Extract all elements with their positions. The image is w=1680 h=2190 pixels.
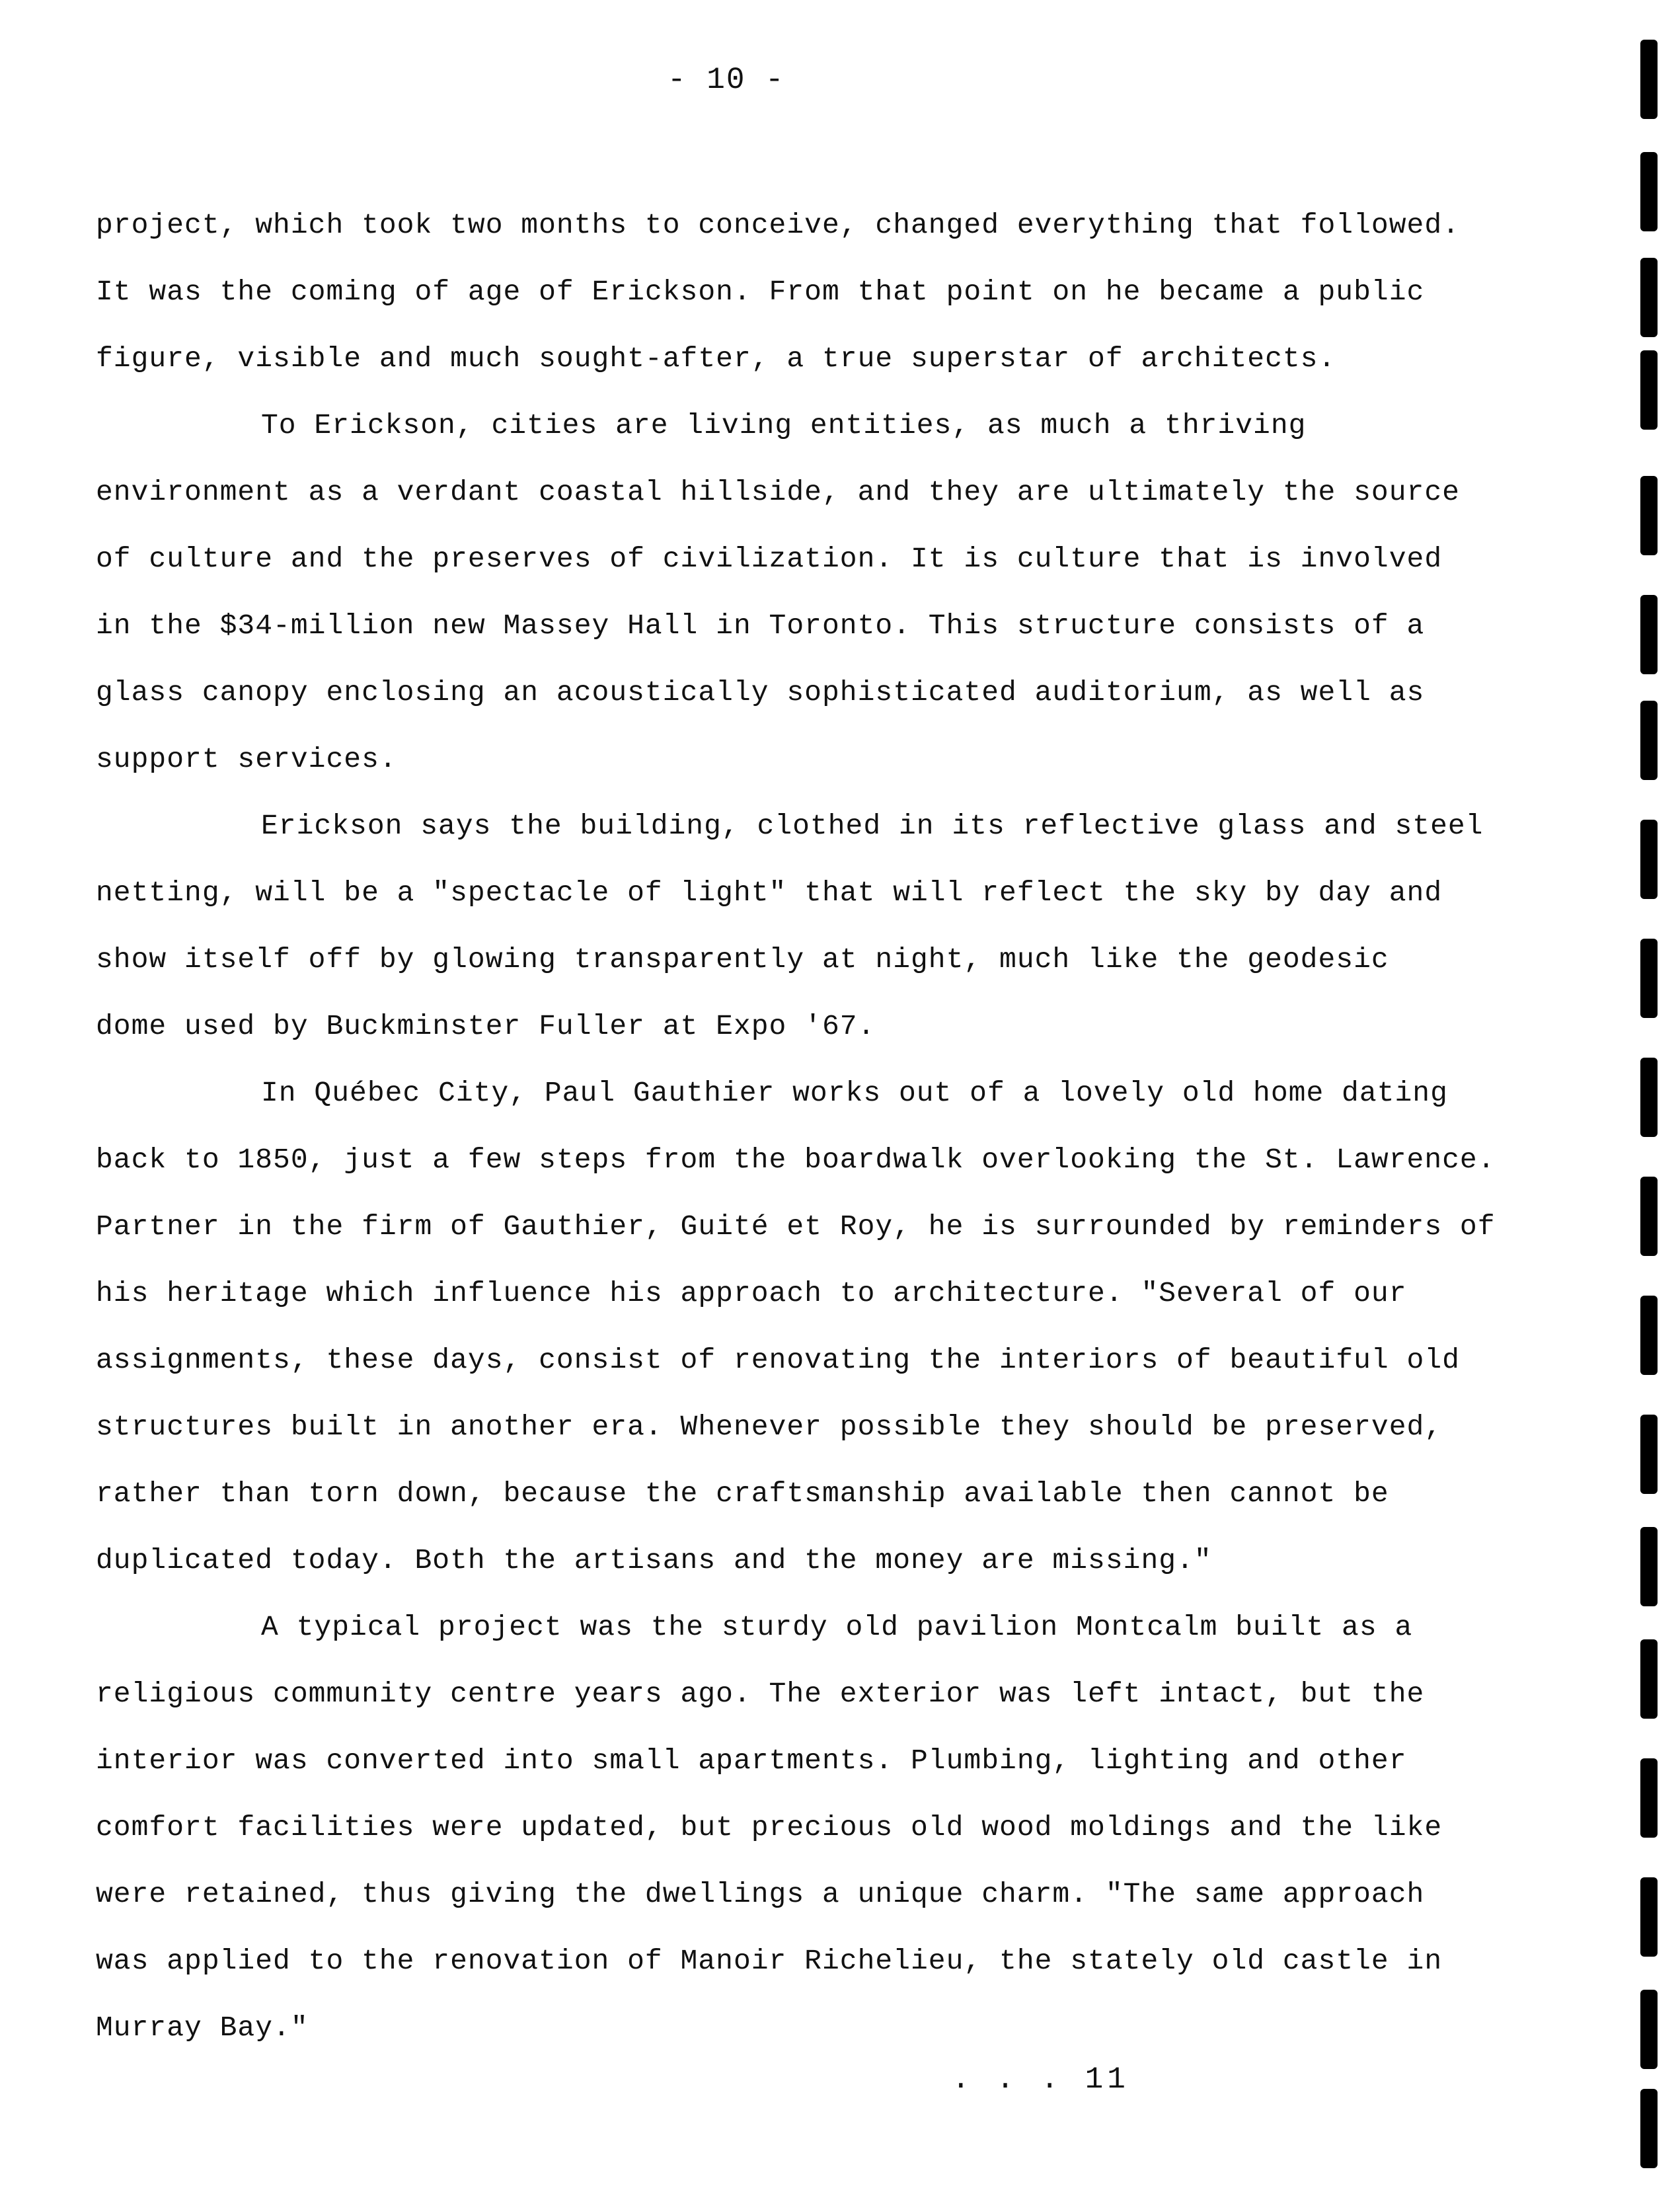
binder-mark (1640, 40, 1658, 119)
binder-mark (1640, 820, 1658, 899)
text-line: rather than torn down, because the craftsmanship available then cannot be (96, 1477, 1389, 1510)
binder-mark (1640, 1296, 1658, 1375)
text-line: environment as a verdant coastal hillside, and they are ultimately the source (96, 476, 1460, 508)
binder-mark (1640, 1177, 1658, 1256)
binder-mark (1640, 1639, 1658, 1719)
binder-mark (1640, 595, 1658, 674)
text-line: Erickson says the building, clothed in its reflective glass and steel (261, 810, 1484, 842)
text-line: glass canopy enclosing an acoustically sophisticated auditorium, as well as (96, 676, 1425, 709)
text-line: structures built in another era. Whenever possible they should be preserved, (96, 1411, 1443, 1443)
binder-mark (1640, 1758, 1658, 1838)
text-line: show itself off by glowing transparently at night, much like the geodesic (96, 943, 1389, 976)
text-line: support services. (96, 743, 397, 775)
text-line: interior was converted into small apartments. Plumbing, lighting and other (96, 1744, 1407, 1777)
text-line: duplicated today. Both the artisans and the money are missing." (96, 1544, 1212, 1577)
binder-mark (1640, 939, 1658, 1018)
text-line: back to 1850, just a few steps from the boardwalk overlooking the St. Lawrence. (96, 1144, 1496, 1176)
binder-mark (1640, 152, 1658, 231)
text-line: netting, will be a "spectacle of light" that will reflect the sky by day and (96, 877, 1443, 909)
text-line: To Erickson, cities are living entities, as much a thriving (261, 409, 1307, 442)
binder-mark (1640, 1415, 1658, 1494)
binder-mark (1640, 350, 1658, 430)
continuation-marker: . . . 11 (952, 2062, 1129, 2097)
text-line: were retained, thus giving the dwellings a unique charm. "The same approach (96, 1878, 1425, 1910)
binder-mark (1640, 1527, 1658, 1606)
text-line: of culture and the preserves of civilization. It is culture that is involved (96, 543, 1443, 575)
binder-mark (1640, 258, 1658, 337)
text-line: A typical project was the sturdy old pavilion Montcalm built as a (261, 1611, 1413, 1643)
body-text (96, 192, 1496, 2061)
text-line: assignments, these days, consist of renovating the interiors of beautiful old (96, 1344, 1460, 1376)
text-line: Partner in the firm of Gauthier, Guité et Roy, he is surrounded by reminders of (96, 1210, 1496, 1243)
text-line: It was the coming of age of Erickson. From that point on he became a public (96, 276, 1425, 308)
text-line: Murray Bay." (96, 2012, 309, 2044)
text-line: dome used by Buckminster Fuller at Expo '67. (96, 1010, 876, 1042)
binder-mark (1640, 2089, 1658, 2168)
text-line: religious community centre years ago. The exterior was left intact, but the (96, 1678, 1425, 1710)
binder-mark (1640, 1058, 1658, 1137)
text-line: In Québec City, Paul Gauthier works out of a lovely old home dating (261, 1077, 1448, 1109)
binder-mark (1640, 1990, 1658, 2069)
binder-mark (1640, 476, 1658, 555)
text-line: in the $34-million new Massey Hall in Toronto. This structure consists of a (96, 609, 1425, 642)
text-line: his heritage which influence his approach to architecture. "Several of our (96, 1277, 1407, 1310)
text-line: figure, visible and much sought-after, a true superstar of architects. (96, 342, 1336, 375)
text-line: project, which took two months to conceive, changed everything that followed. (96, 209, 1460, 241)
binder-mark (1640, 1877, 1658, 1957)
text-line: comfort facilities were updated, but precious old wood moldings and the like (96, 1811, 1443, 1844)
binder-mark (1640, 701, 1658, 780)
text-line: was applied to the renovation of Manoir Richelieu, the stately old castle in (96, 1945, 1443, 1977)
page-number: - 10 - (668, 63, 785, 97)
